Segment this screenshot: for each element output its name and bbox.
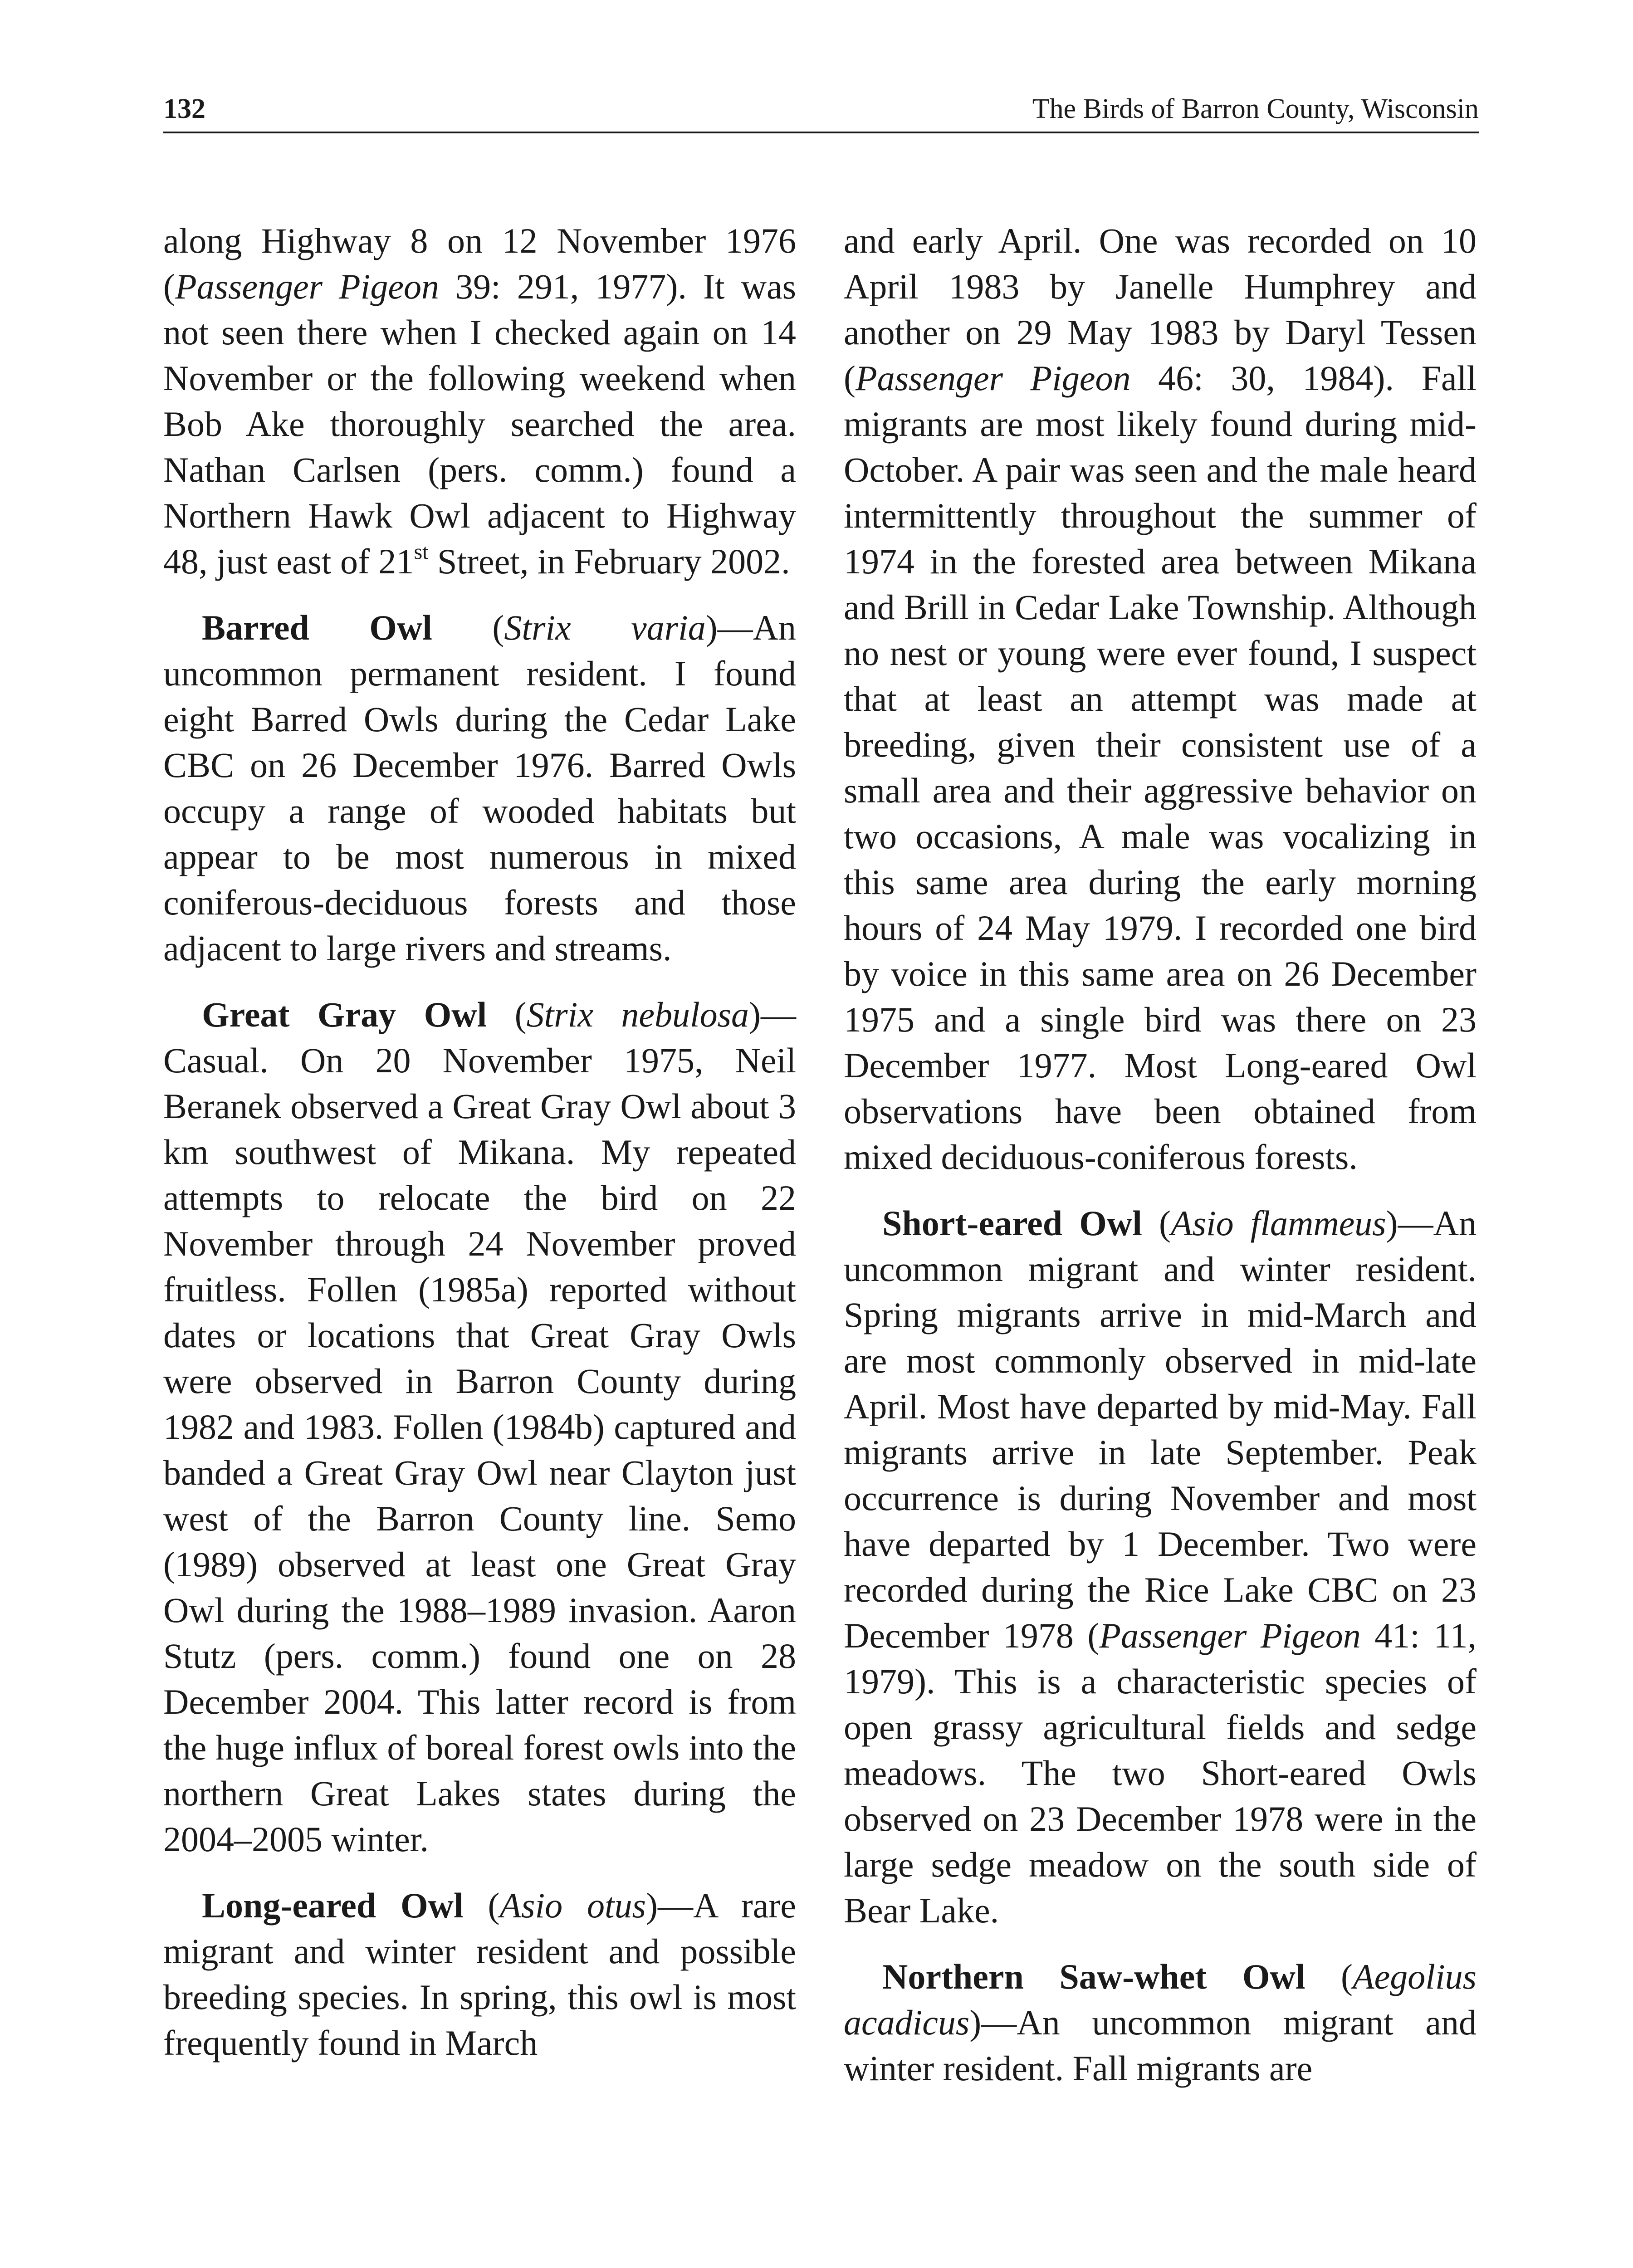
species-account-short-eared-owl: Short-eared Owl (Asio flammeus)—An uncommon migrant and winter resident. Spring migrants arrive in mid-March and are most commonly observed in mid-late April. Most have departed by mid-May. Fall migrants arrive in late September. Peak occurrence is during November and most have departed by 1 December. Two were recorded during the Rice Lake CBC on 23 December 1978 (Passenger Pigeon 41: 11, 1979). This is a characteristic species of open grassy agricultural fields and sedge meadows. The two Short-eared Owls observed on 23 December 1978 were in the large sedge meadow on the south side of Bear Lake. <box>844 1203 1477 1930</box>
scientific-name: Strix varia <box>504 608 706 647</box>
citation-journal: Passenger Pigeon <box>855 358 1131 398</box>
citation-journal: Passenger Pigeon <box>175 267 439 306</box>
species-name: Northern Saw-whet Owl <box>882 1957 1305 1996</box>
paragraph-long-eared-owl-continued: and early April. One was recorded on 10 April 1983 by Janelle Humphrey and another on 29 May 1983 by Daryl Tessen (Passenger Pigeon 46: 30, 1984). Fall migrants are most likely found during mid-October. A pair was seen and the male heard intermittently throughout the summer of 1974 in the forested area between Mikana and Brill in Cedar Lake Township. Although no nest or young were ever found, I suspect that at least an attempt was made at breeding, given their consistent use of a small area and their aggressive behavior on two occasions, A male was vocalizing in this same area during the early morning hours of 24 May 1979. I recorded one bird by voice in this same area on 26 December 1975 and a single bird was there on 23 December 1977. Most Long-eared Owl observations have been obtained from mixed deciduous-coniferous forests. <box>844 221 1477 1177</box>
species-name: Great Gray Owl <box>202 995 487 1034</box>
scientific-name: Asio otus <box>499 1886 646 1925</box>
right-column <box>844 218 1477 2112</box>
species-name: Long-eared Owl <box>202 1886 464 1925</box>
citation-journal: Passenger Pigeon <box>1099 1616 1361 1655</box>
species-name: Barred Owl <box>202 608 432 647</box>
species-account-long-eared-owl: Long-eared Owl (Asio otus)—A rare migrant and winter resident and possible breeding species. In spring, this owl is most frequently found in March <box>163 1886 796 2063</box>
species-account-barred-owl: Barred Owl (Strix varia)—An uncommon permanent resident. I found eight Barred Owls during the Cedar Lake CBC on 26 December 1976. Barred Owls occupy a range of wooded habitats but appear to be most numerous in mixed coniferous-deciduous forests and those adjacent to large rivers and streams. <box>163 608 797 968</box>
page-header <box>163 86 1479 133</box>
scientific-name: Aegolius acadicus <box>844 1957 1477 2042</box>
ordinal-suffix: st <box>414 540 429 564</box>
page-number: 132 <box>163 93 205 124</box>
species-account-great-gray-owl: Great Gray Owl (Strix nebulosa)—Casual. On 20 November 1975, Neil Beranek observed a Great Gray Owl about 3 km southwest of Mikana. My repeated attempts to relocate the bird on 22 November through 24 November proved fruitless. Follen (1985a) reported without dates or locations that Great Gray Owls were observed in Barron County during 1982 and 1983. Follen (1984b) captured and banded a Great Gray Owl near Clayton just west of the Barron County line. Semo (1989) observed at least one Great Gray Owl during the 1988–1989 invasion. Aaron Stutz (pers. comm.) found one on 28 December 2004. This latter record is from the huge influx of boreal forest owls into the northern Great Lakes states during the 2004–2005 winter. <box>163 995 796 1859</box>
scientific-name: Asio flammeus <box>1170 1203 1386 1243</box>
species-account-northern-saw-whet-owl: Northern Saw-whet Owl (Aegolius acadicus)—An uncommon migrant and winter resident. Fall migrants are <box>844 1957 1477 2088</box>
running-title: The Birds of Barron County, Wisconsin <box>1032 93 1479 124</box>
left-column <box>163 218 796 2086</box>
scientific-name: Strix nebulosa <box>526 995 749 1034</box>
paragraph-hawk-owl-continued: along Highway 8 on 12 November 1976 (Passenger Pigeon 39: 291, 1977). It was not seen there when I checked again on 14 November or the following weekend when Bob Ake thoroughly searched the area. Nathan Carlsen (pers. comm.) found a Northern Hawk Owl adjacent to Highway 48, just east of 21st Street, in February 2002. <box>163 221 796 581</box>
species-name: Short-eared Owl <box>882 1203 1142 1243</box>
